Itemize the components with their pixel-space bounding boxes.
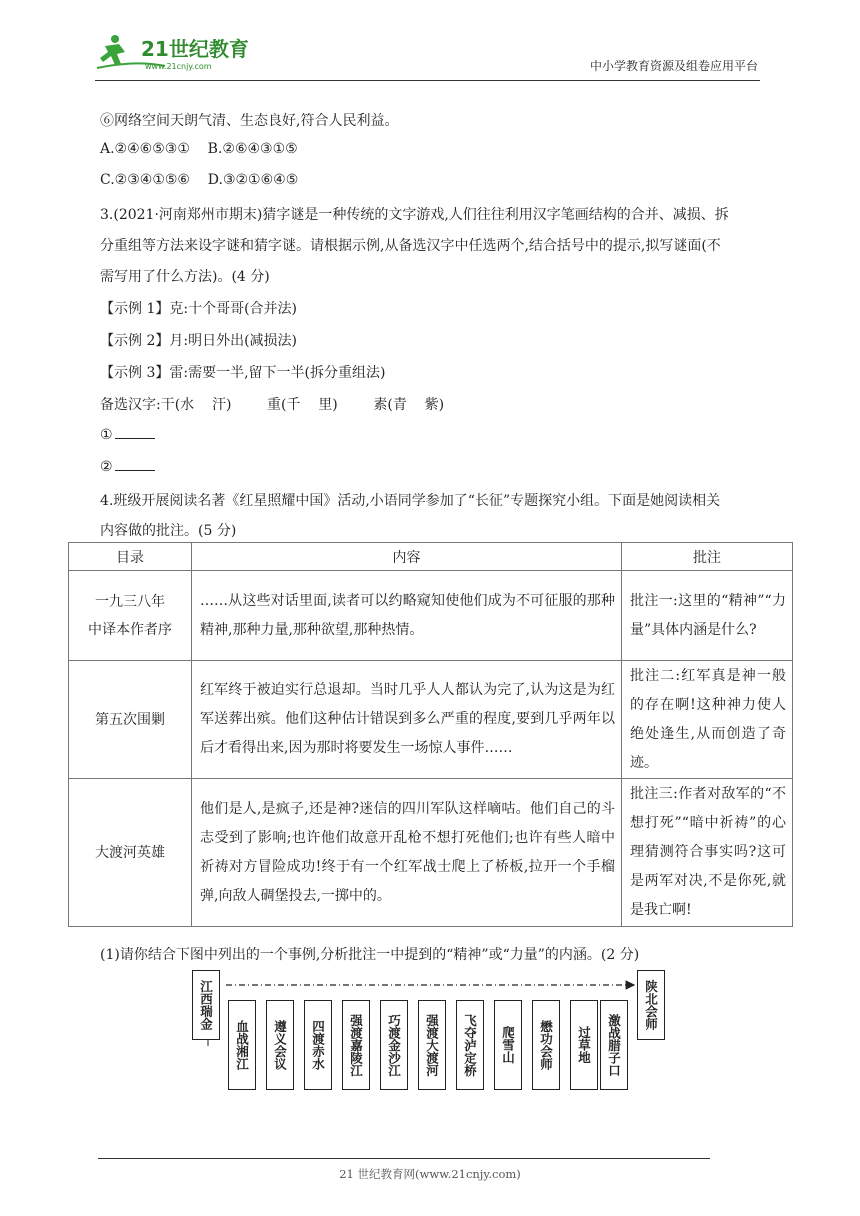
directory-line: 大渡河英雄 xyxy=(95,844,165,861)
event-box: 懋功会师 xyxy=(532,1000,560,1090)
row-directory xyxy=(69,779,192,927)
table-row xyxy=(69,661,793,779)
table-row xyxy=(69,571,793,661)
row-directory xyxy=(69,571,192,661)
page-header xyxy=(95,30,760,81)
sub-question-1: (1)请你结合下图中列出的一个事例,分析批注一中提到的“精神”或“力量”的内涵。(2 分) xyxy=(100,947,640,963)
row-annotation: 批注一:这里的“精神”“力量”具体内涵是什么? xyxy=(622,571,793,661)
q3-line-2: 分重组等方法来设字谜和猜字谜。请根据示例,从备选汉字中任选两个,结合括号中的提示,拟写谜面(不 xyxy=(100,238,721,254)
row-content: ……从这些对话里面,读者可以约略窥知使他们成为不可征服的那种精神,那种力量,那种欲望,那种热情。 xyxy=(192,571,622,661)
long-march-diagram xyxy=(190,968,670,1098)
options-ab: A.②④⑥⑤③① B.②⑥④③①⑤ xyxy=(100,141,298,157)
q3-line-1: 3.(2021·河南郑州市期末)猜字谜是一种传统的文字游戏,人们往往利用汉字笔画结构的合并、减损、拆 xyxy=(100,207,729,223)
row-directory xyxy=(69,661,192,779)
end-box: 陕北会师 xyxy=(637,970,665,1040)
item-6: ⑥网络空间天朗气清、生态良好,符合人民利益。 xyxy=(100,113,399,129)
table-row xyxy=(69,779,793,927)
q4-line-2: 内容做的批注。(5 分) xyxy=(100,523,237,539)
row-annotation: 批注二:红军真是神一般的存在啊!这种神力使人绝处逢生,从而创造了奇迹。 xyxy=(622,661,793,779)
table-header-row xyxy=(69,543,793,571)
row-annotation: 批注三:作者对敌军的“不想打死”“暗中祈祷”的心理猜测符合事实吗?这可是两军对决,不是你死,就是我亡啊! xyxy=(622,779,793,927)
directory-line: 中译本作者序 xyxy=(88,621,172,638)
answer-1-label: ① xyxy=(100,427,113,443)
q3-line-3: 需写用了什么方法)。(4 分) xyxy=(100,269,270,285)
event-box: 强渡大渡河 xyxy=(418,1000,446,1090)
directory-line: 一九三八年 xyxy=(95,593,165,610)
options-cd: C.②③④①⑤⑥ D.③②①⑥④⑤ xyxy=(100,172,299,188)
event-box: 四渡赤水 xyxy=(304,1000,332,1090)
event-box: 强渡嘉陵江 xyxy=(342,1000,370,1090)
row-content: 他们是人,是疯子,还是神?迷信的四川军队这样嘀咕。他们自己的斗志受到了影响;也许他们故意开乱枪不想打死他们;也许有些人暗中祈祷对方冒险成功!终于有一个红军战士爬上了桥板,拉开一个手榴弹,向敌人碉堡投去,一掷中的。 xyxy=(192,779,622,927)
answer-1 xyxy=(100,426,155,443)
start-box: 江西瑞金 xyxy=(192,970,220,1040)
logo-text: 21世纪教育 xyxy=(141,37,249,61)
example-3: 【示例 3】雷:需要一半,留下一半(拆分重组法) xyxy=(100,365,386,381)
event-box: 过草地 xyxy=(570,1000,598,1090)
answer-2-label: ② xyxy=(100,459,113,475)
answer-2 xyxy=(100,458,155,475)
directory-line: 第五次围剿 xyxy=(95,711,165,728)
event-box: 巧渡金沙江 xyxy=(380,1000,408,1090)
event-box: 血战湘江 xyxy=(228,1000,256,1090)
reading-notes-table xyxy=(68,542,793,927)
footer-divider xyxy=(98,1158,710,1159)
page-footer: 21 世纪教育网(www.21cnjy.com) xyxy=(339,1167,521,1181)
answer-1-blank[interactable] xyxy=(115,426,155,439)
candidate-chars: 备选汉字:干(水 汗) 重(千 里) 素(青 紫) xyxy=(100,397,445,413)
answer-2-blank[interactable] xyxy=(115,458,155,471)
row-content: 红军终于被迫实行总退却。当时几乎人人都认为完了,认为这是为红军送葬出殡。他们这种估计错误到多么严重的程度,要到几乎两年以后才看得出来,因为那时将要发生一场惊人事件…… xyxy=(192,661,622,779)
header-directory: 目录 xyxy=(69,543,192,571)
event-box: 遵义会议 xyxy=(266,1000,294,1090)
q4-line-1: 4.班级开展阅读名著《红星照耀中国》活动,小语同学参加了“长征”专题探究小组。下面是她阅读相关 xyxy=(100,493,721,509)
example-2: 【示例 2】月:明日外出(减损法) xyxy=(100,333,297,349)
logo-url: www.21cnjy.com xyxy=(145,62,212,71)
event-box: 爬雪山 xyxy=(494,1000,522,1090)
event-box: 激战腊子口 xyxy=(600,1000,628,1090)
site-logo xyxy=(95,32,265,74)
header-content: 内容 xyxy=(192,543,622,571)
example-1: 【示例 1】克:十个哥哥(合并法) xyxy=(100,301,297,317)
header-annotation: 批注 xyxy=(622,543,793,571)
header-platform-name: 中小学教育资源及组卷应用平台 xyxy=(589,59,758,73)
event-box: 飞夺泸定桥 xyxy=(456,1000,484,1090)
